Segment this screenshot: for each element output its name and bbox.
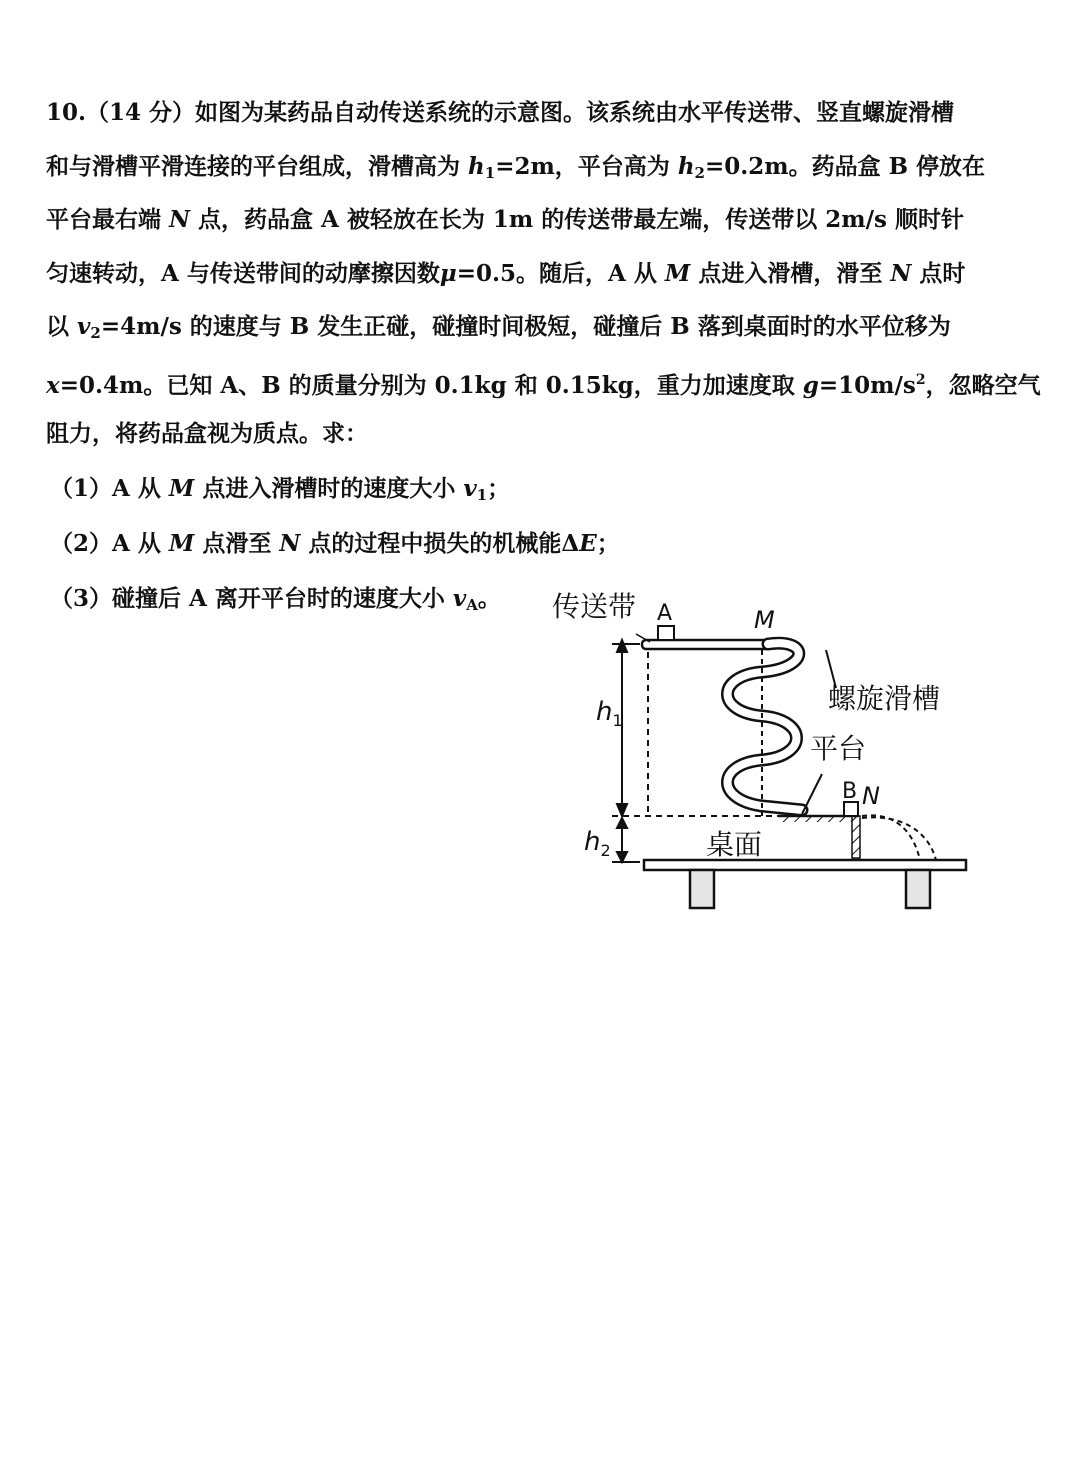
problem-score: （14 分）: [86, 99, 196, 126]
conveyor-belt: [636, 634, 770, 649]
problem-line-2: [46, 140, 986, 194]
question-2: [50, 525, 620, 558]
question-3: [50, 580, 501, 614]
sub: 1: [484, 163, 496, 182]
var-N: N: [890, 259, 912, 287]
text: =4m/s 的速度与 B 发生正碰，碰撞时间极短，碰撞后 B 落到桌面时的水平位移为: [100, 313, 951, 340]
var-h1: h: [468, 152, 485, 180]
text: 。: [477, 585, 501, 612]
var-N: N: [279, 530, 301, 557]
var-N: N: [169, 206, 191, 233]
table: [644, 860, 966, 908]
chute-label: 螺旋滑槽: [828, 682, 941, 715]
point-m-label: M: [754, 606, 775, 634]
var-M: M: [168, 475, 195, 502]
var-v1: v: [463, 475, 477, 502]
var-h2: h: [677, 152, 695, 180]
text: 点滑至: [194, 530, 280, 557]
problem-statement: [46, 86, 1041, 461]
fall-trajectories: [862, 815, 936, 860]
box-b-label: B: [842, 779, 858, 804]
var-mu: μ: [439, 259, 457, 287]
var-x: x: [46, 371, 60, 399]
text: =0.5。随后，A 从: [456, 259, 665, 287]
conveyor-label: 传送带: [552, 590, 637, 623]
text: 平台最右端: [46, 206, 170, 233]
text: 和与滑槽平滑连接的平台组成，滑槽高为: [46, 152, 469, 180]
problem-line-5: [46, 300, 976, 354]
h2-dimension: [612, 818, 640, 862]
var-v2: v: [77, 313, 91, 340]
h1-label: $h_1$: [596, 697, 623, 730]
problem-line-3: [46, 193, 976, 247]
problem-number: 10.: [46, 99, 87, 126]
var-M: M: [168, 530, 195, 557]
text: =0.2m。药品盒 B 停放在: [704, 152, 986, 180]
text: ，忽略空气: [925, 371, 1041, 399]
sub: A: [466, 596, 478, 614]
text: =2m，平台高为: [495, 152, 678, 180]
text: 匀速转动，A 与传送带间的动摩擦因数: [46, 259, 440, 287]
problem-line-4: [46, 247, 976, 301]
var-g: g: [802, 371, 819, 399]
spiral-chute: [728, 643, 837, 816]
table-label: 桌面: [706, 828, 763, 861]
conveyor-system-figure: [540, 578, 980, 918]
text: 以: [46, 313, 78, 340]
text: （2）A 从: [50, 530, 169, 557]
problem-line-1: [46, 86, 976, 140]
box-a-label: A: [657, 601, 673, 626]
text: （3）碰撞后 A 离开平台时的速度大小: [50, 585, 453, 612]
sub: 1: [476, 486, 488, 504]
question-1: [50, 470, 510, 504]
var-E: E: [579, 530, 597, 557]
point-n-label: N: [862, 782, 880, 810]
text: （1）A 从: [50, 475, 169, 502]
text: 点时: [911, 259, 966, 287]
var-M: M: [664, 259, 691, 287]
text: 点的过程中损失的机械能Δ: [300, 530, 580, 557]
text: ；: [596, 530, 620, 557]
box-b: [844, 802, 858, 816]
sup: 2: [915, 371, 926, 388]
text: =0.4m。已知 A、B 的质量分别为 0.1kg 和 0.15kg，重力加速度取: [59, 371, 803, 399]
var-vA: v: [452, 585, 467, 612]
text: =10m/s: [818, 371, 916, 399]
h2-label: $h_2$: [584, 827, 611, 860]
sub: 2: [90, 324, 101, 342]
problem-intro-text: 如图为某药品自动传送系统的示意图。该系统由水平传送带、竖直螺旋滑槽: [195, 99, 955, 126]
platform-label: 平台: [810, 732, 867, 765]
box-a: [658, 626, 674, 640]
text: 点进入滑槽，滑至: [690, 259, 891, 287]
sub: 2: [694, 163, 705, 182]
text: ；: [487, 475, 511, 502]
problem-line-7: [46, 407, 976, 461]
figure-svg: [540, 578, 980, 918]
text: 点进入滑槽时的速度大小: [194, 475, 464, 502]
text: 点，药品盒 A 被轻放在长为 1m 的传送带最左端，传送带以 2m/s 顺时针: [190, 206, 964, 233]
text: 阻力，将药品盒视为质点。求：: [46, 420, 368, 447]
problem-line-6: [46, 354, 1041, 408]
